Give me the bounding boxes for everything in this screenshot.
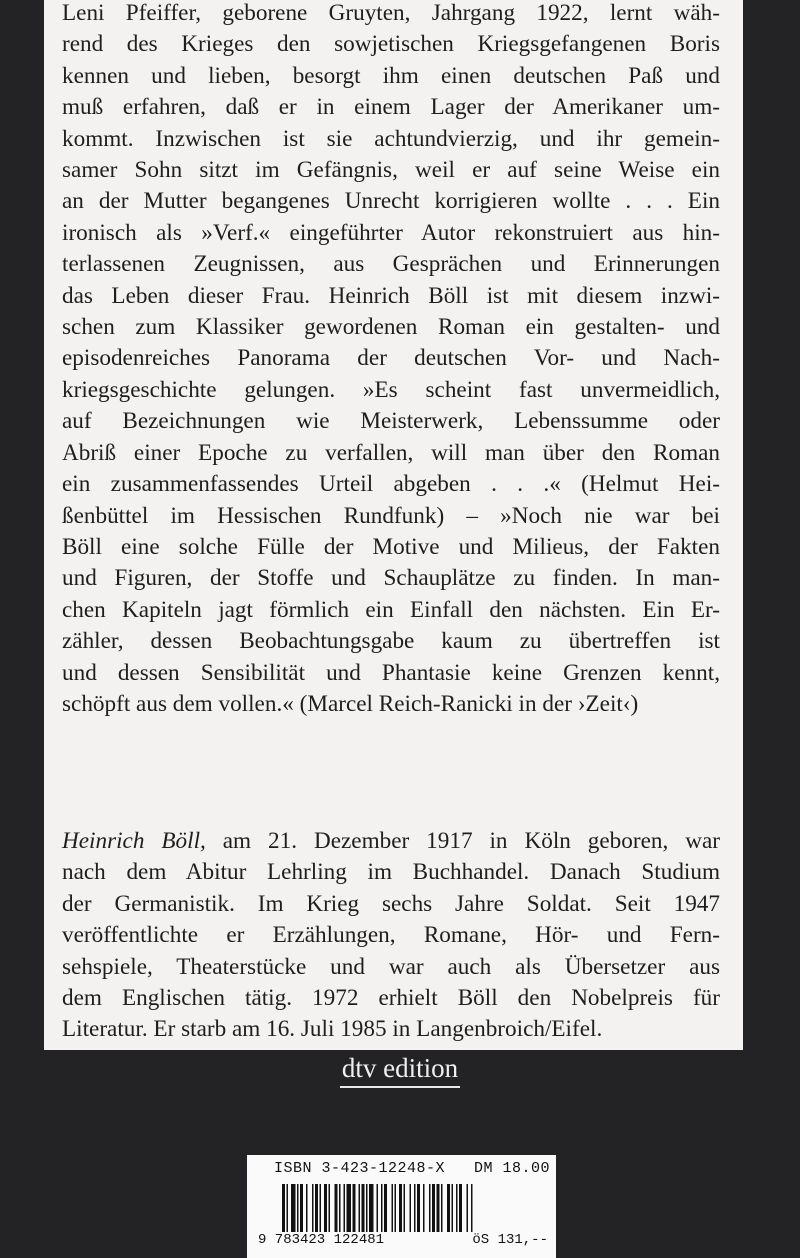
blurb-line: rend des Krieges den sowjetischen Kriegsgefangenen Boris: [62, 31, 720, 58]
publisher-imprint: [0, 1050, 800, 1086]
blurb-line: das Leben dieser Frau. Heinrich Böll ist mit diesem inzwi-: [62, 282, 720, 309]
blurb-line: ßenbüttel im Hessischen Rundfunk) – »Noch nie war bei: [62, 502, 720, 529]
barcode-bar: [344, 1184, 346, 1234]
blurb-text: [62, 0, 720, 720]
blurb-line: muß erfahren, daß er in einem Lager der Amerikaner um-: [62, 94, 720, 121]
blurb-line: kennen und lieben, besorgt ihm einen deutschen Paß und: [62, 62, 720, 89]
bio-line: sehspiele, Theaterstücke und war auch als Übersetzer aus: [62, 953, 720, 980]
barcode-bar: [467, 1184, 469, 1234]
barcode-bar: [300, 1184, 303, 1234]
barcode-bar: [312, 1184, 314, 1234]
barcode-bar: [459, 1184, 462, 1234]
barcode-bar: [329, 1184, 331, 1234]
barcode-bar: [404, 1184, 406, 1234]
publisher-logo-text: dtv edition: [340, 1053, 460, 1088]
barcode-bar: [315, 1184, 318, 1234]
barcode-bar: [366, 1184, 368, 1234]
barcode-bar: [362, 1184, 365, 1234]
blurb-line: an der Mutter begangenes Unrecht korrigieren wollte . . . Ein: [62, 188, 720, 215]
blurb-line: chen Kapiteln jagt förmlich ein Einfall den nächsten. Ein Er-: [62, 596, 720, 623]
barcode-bar: [423, 1184, 425, 1234]
barcode-bar: [381, 1184, 383, 1234]
bio-line: nach dem Abitur Lehrling im Buchhandel. Danach Studium: [62, 859, 720, 886]
barcode-bar: [347, 1184, 352, 1234]
barcode-icon: [282, 1184, 532, 1234]
barcode-bar: [395, 1184, 397, 1234]
barcode-bar: [429, 1184, 431, 1234]
barcode-bar: [359, 1184, 361, 1234]
price-dm: DM 18.00: [473, 1160, 550, 1177]
blurb-line: schöpft aus dem vollen.« (Marcel Reich-Ranicki in der ›Zeit‹): [62, 690, 639, 717]
blurb-line: terlassenen Zeugnissen, aus Gesprächen und Erinnerungen: [62, 251, 720, 278]
barcode-bar: [324, 1184, 327, 1234]
barcode-bar: [320, 1184, 322, 1234]
barcode-bar: [297, 1184, 299, 1234]
barcode-bar: [377, 1184, 379, 1234]
ean-digits: 9 783423 122481: [258, 1232, 385, 1248]
blurb-line: samer Sohn sitzt im Gefängnis, weil er auf seine Weise ein: [62, 157, 720, 184]
barcode-bar: [287, 1184, 289, 1234]
barcode-bar: [447, 1184, 450, 1234]
bio-line: Heinrich Böll, am 21. Dezember 1917 in Köln geboren, war: [62, 828, 720, 854]
bio-line: dem Englischen tätig. 1972 erhielt Böll den Nobelpreis für: [62, 985, 720, 1012]
bio-line: veröffentlichte er Erzählungen, Romane, Hör- und Fern-: [62, 922, 720, 949]
barcode-bar: [437, 1184, 440, 1234]
blurb-line: ironisch als »Verf.« eingeführter Autor rekonstruiert aus hin-: [62, 219, 720, 246]
blurb-line: kommt. Inzwischen ist sie achtundvierzig, und ihr gemein-: [62, 125, 720, 152]
blurb-line: episodenreiches Panorama der deutschen Vor- und Nach-: [62, 345, 720, 372]
barcode-bar: [369, 1184, 374, 1234]
author-bio: [62, 826, 720, 1046]
barcode-bar: [410, 1184, 412, 1234]
blurb-line: zähler, dessen Beobachtungsgabe kaum zu übertreffen ist: [62, 628, 720, 655]
blurb-line: Böll eine solche Fülle der Motive und Milieus, der Fakten: [62, 533, 720, 560]
blurb-line: auf Bezeichnungen wie Meisterwerk, Lebenssumme oder: [62, 408, 720, 435]
barcode-bar: [392, 1184, 394, 1234]
barcode-bar: [456, 1184, 458, 1234]
isbn-row: [274, 1160, 550, 1177]
barcode-bar: [441, 1184, 443, 1234]
blurb-line: und dessen Sensibilität und Phantasie keine Grenzen kennt,: [62, 659, 720, 686]
barcode-bar: [306, 1184, 308, 1234]
isbn-number: ISBN 3-423-12248-X: [274, 1160, 446, 1177]
barcode-digits-row: [258, 1232, 548, 1248]
barcode-bar: [414, 1184, 416, 1234]
price-os: öS 131,--: [472, 1232, 548, 1248]
barcode-bar: [335, 1184, 338, 1234]
barcode-bar: [452, 1184, 454, 1234]
barcode-bar: [282, 1184, 285, 1234]
bio-line: der Germanistik. Im Krieg sechs Jahre Soldat. Seit 1947: [62, 890, 720, 917]
bio-line: Literatur. Er starb am 16. Juli 1985 in Langenbroich/Eifel.: [62, 1016, 603, 1043]
blurb-line: kriegsgeschichte gelungen. »Es scheint fast unvermeidlich,: [62, 376, 720, 403]
blurb-line: schen zum Klassiker gewordenen Roman ein gestalten- und: [62, 314, 720, 341]
blurb-line: und Figuren, der Stoffe und Schauplätze zu finden. In man-: [62, 565, 720, 592]
author-name: Heinrich Böll,: [62, 828, 206, 854]
blurb-line: Leni Pfeiffer, geborene Gruyten, Jahrgang 1922, lernt wäh-: [62, 0, 720, 26]
blurb-line: Abriß einer Epoche zu verfallen, will man über den Roman: [62, 439, 720, 466]
barcode-bar: [399, 1184, 402, 1234]
barcode-bar: [291, 1184, 296, 1234]
blurb-line: ein zusammenfassendes Urteil abgeben . . .« (Helmut Hei-: [62, 471, 720, 498]
barcode-bar: [432, 1184, 435, 1234]
barcode-bar: [417, 1184, 420, 1234]
barcode-bar: [384, 1184, 387, 1234]
barcode-bar: [353, 1184, 356, 1234]
barcode-bar: [471, 1184, 473, 1234]
barcode-bar: [339, 1184, 341, 1234]
